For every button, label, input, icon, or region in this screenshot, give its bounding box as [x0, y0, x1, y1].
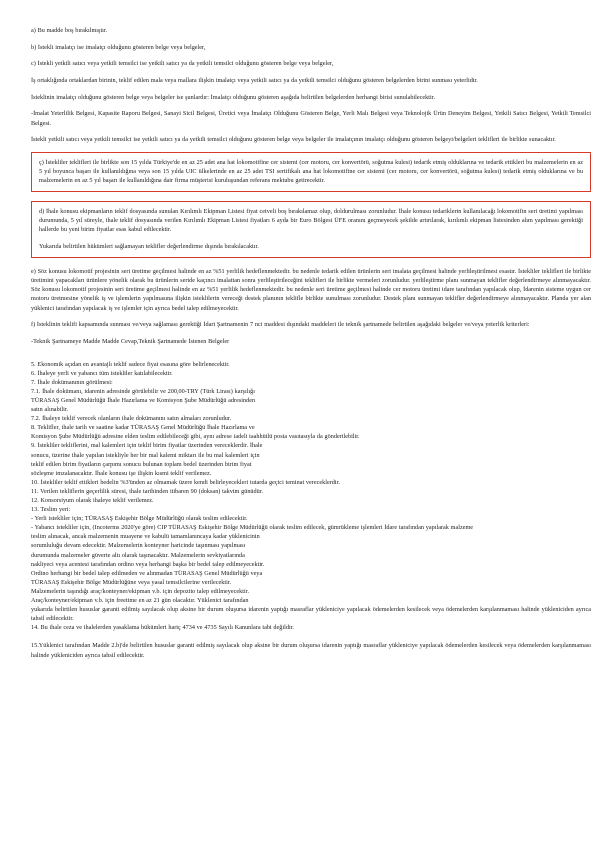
intro-section — [31, 26, 591, 144]
closing-spacer — [31, 632, 591, 641]
condition-item: 9. İstekliler tekliflerini, mal kalemleri için teklif birim fiyatlar üzerinden vereceklerdir. İhale — [31, 442, 263, 450]
condition-item: teklif edilen birim fiyatların çarpımı sonucu bulunan toplam bedel üzerinden birim fiyat — [31, 460, 252, 468]
body-section — [31, 267, 591, 346]
box-divider-spacer — [31, 192, 591, 201]
condition-item: nakliyeci veya acentesi tarafından ordino veya herhangi başka bir bedel talep edilmeyecektir. — [31, 560, 265, 568]
condition-item: teslim alınacak, ancak malzemenin muayene ve kabulü tamamlanıncaya kadar yüklenicinin — [31, 533, 260, 541]
condition-item: Malzemelerin taşındığı araç/konteyner/ekipman v.b. için depozito talep edilmeyecektir. — [31, 587, 249, 595]
clause-a: a) Bu madde boş bırakılmıştır. — [31, 27, 108, 34]
condition-item: TÜRASAŞ Eskişehir Bölge Müdürlüğüne veya yasal temsilcilerine verilecektir. — [31, 578, 232, 586]
condition-item: 7. İhale dokümanının görülmesi: — [31, 378, 113, 386]
condition-item: durumunda malzemeler güverte altı olarak taşınacaktır. Malzemelerin sevkiyatlarında — [31, 551, 245, 559]
condition-item: 5. Ekonomik açıdan en avantajlı teklif sadece fiyat esasına göre belirlenecektir. — [31, 360, 230, 368]
condition-item: satın alınabilir. — [31, 406, 69, 414]
numbered-conditions-list — [31, 360, 591, 633]
condition-item: 13. Teslim yeri: — [31, 506, 71, 514]
condition-item: Araç/konteyner/ekipman v.b. için freetime en az 21 gün olacaktır. Yüklenici tarafından — [31, 597, 249, 605]
authorized-dealer-paragraph: İstekli yetkili satıcı veya yetkili temsilci ise yetkili satıcı ya da yetkili temsilci olduğunu gösteren belge veya belgeler ile imalatçının imalatçı olduğunu gösteren belgeyi/belgeleri teklifleri ile birlikte sunacaktır. — [31, 136, 556, 144]
document-types-list: -İmalat Yeterlilik Belgesi, Kapasite Raporu Belgesi, Sanayi Sicil Belgesi, Üretici veya İmalatçı Olduğunu Gösteren Belge, Yerli Malı Belgesi veya Teknolojik Ürün Deneyim Belgesi, Yetkili Satıcı Belgesi, Yetkili Temsilci Belgesi. — [31, 110, 591, 127]
clause-f: f) İsteklinin teklifi kapsamında sunması ve/veya sağlaması gerektiği İdari Şartnamenin 7 nci maddesi dışındaki maddeleri ile teknik şartnamede belirtilen aşağıdaki belgeler ve/veya yeterlik kriterleri: — [31, 321, 530, 329]
condition-item: sonucu, üzerine ihale yapılan istekliyle her bir mal kalemi miktarı ile bu mal kalemleri için — [31, 451, 260, 459]
condition-item: 11. Verilen tekliflerin geçerlilik süresi, ihale tarihinden itibaren 90 (doksan) takvim günüdür. — [31, 487, 264, 495]
condition-item: 10. İstekliler teklif ettikleri bedelin %3'ünden az olmamak üzere kendi belirleyecekleri tutarda geçici teminat vereceklerdir. — [31, 478, 340, 486]
condition-item: 8. Teklifler, ihale tarih ve saatine kadar TÜRASAŞ Genel Müdürlüğü İhale Hazırlama ve — [31, 424, 255, 432]
condition-item: 14. Bu ihale ceza ve ihalelerden yasaklama hükümleri hariç 4734 ve 4735 Sayılı Kanunlara tabi değildir. — [31, 624, 294, 632]
highlight-box-clause-c-cedilla — [31, 152, 591, 192]
clause-d-text: d) İhale konusu ekipmanların teklif dosyasında sunulan Kırılımlı Ekipman Listesi fiyat cetveli boş bırakılamaz olup, doldurulması zorunludur. İhale konusu tedariklerin kullanılacağı lokomotifin seri üretimi yapılması durumunda, 5 yıl süreyle, ihale teklif dosyasında verilen Kırılımlı Ekipman Listesi fiyatları 6 ayda bir Euro Bölgesi ÜFE oranını geçmeyecek şekilde artırılarak, kırılımlı ekipman listesinden alım yapılması gerektiği hallerde bu yeni birim fiyatlar esas kabul edilecektir. — [39, 208, 583, 234]
condition-item: 12. Konsorsiyum olarak ihaleye teklif verilemez. — [31, 497, 154, 504]
condition-item: - Yerli istekliler için; TÜRASAŞ Eskişehir Bölge Müdürlüğü olarak teslim edilecektir. — [31, 515, 248, 523]
section-spacer — [31, 258, 591, 267]
condition-item: - Yabancı istekliler için, (Incoterms 2020'ye göre) CIP TÜRASAŞ Eskişehir Bölge Müdürlüğü olarak teslim edilecek, gümrükleme işlemleri İdare tarafından yapılarak malzeme — [31, 524, 474, 532]
closing-section — [31, 641, 591, 659]
clause-c: c) İstekli yetkili satıcı veya yetkili temsilci ise yetkili satıcı ya da yetkili temsilci olduğunu gösteren belge veya belgeler, — [31, 60, 334, 68]
condition-item: 6. İhaleye yerli ve yabancı tüm istekliler katılabilecektir. — [31, 369, 173, 377]
joint-venture-paragraph: İş ortaklığında ortaklardan birinin, teklif edilen mala veya mallara ilişkin imalatçı veya yetkili satıcı ya da yetkili temsilci olduğunu gösteren belgelerden birini sunması yeterlidir. — [31, 77, 478, 85]
clause-d-note: Yukarıda belirtilen hükümleri sağlamayan teklifler değerlendirme dışında bırakılacaktır. — [39, 243, 259, 251]
condition-item: yukarıda belirtilen hususlar garanti edilmiş sayılacak olup aksine bir durum oluşursa idarenin yaptığı masraflar yükleniciye yapılacak ödemelerden kesilecek veya ödemelerden karşılanmaması halinde yükleniciden ayrıca tahsil edilecektir. — [31, 606, 591, 623]
condition-item: 7.1. İhale dokümanı, idarenin adresinde görülebilir ve 200,00-TRY (Türk Lirası) karşılığı — [31, 387, 255, 395]
condition-item: Ordino herhangi bir bedel talep edilmeden ve alınmadan TÜRASAŞ Genel Müdürlüğü veya — [31, 569, 263, 577]
highlight-box-clause-d — [31, 201, 591, 258]
clause-e: e) Söz konusu lokomotif projesinin seri üretime geçilmesi halinde en az %51 yerlilik hedeflenmektedir. bu nedenle tedarik edilen ürünlerin seri imalata geçilmesi halinde yerlileştirilmesi esastır. İstekliler teklifleri ile birlikte üretimini yapacakları ürünlere yönelik olarak bu ürünlerin seride kaçıncı imalattan sonra yerlileştirileceğini teklifleri ile birlikte vermeleri zorunludur. yerlileştirme planı sunmayan teklifler değerlendirmeye alınmayacaktır. Söz konusu lokomotif projesinin seri üretime geçilmesi halinde en az %51 yerlilik hedeflenmektedir. bu nedenle seri üretime geçilmesi halinde cer motoru üretimi idare tarafından yapılacak olup, İdarenin sisteme uygun cer motoru üretmesine yönelik iş ve işlemlerin yapılmasına ilişkin isteklilerin vereceği destek planının teklifle birlikte sunulması zorunludur. Destek planı sunmayan teklifler değerlendirmeye alınmayacaktır. Planda yer alan yüklenici tarafından yapılacak iş ve işlemler için ayrıca bedel talep edilmeyecektir. — [31, 268, 591, 312]
clause-15: 15.Yüklenici tarafından Madde 2.b)'de belirtilen hususlar garanti edilmiş sayılacak olup aksine bir durum oluşursa idarenin yaptığı masraflar yükleniciye yapılacak ödemelerden kesilecek veya ödemelerden karşılanmaması halinde yükleniciden ayrıca tahsil edilecektir. — [31, 642, 591, 659]
clause-c-cedilla-text: ç) İstekliler teklifleri ile birlikte son 15 yılda Türkiye'de en az 25 adet ana hat lokomotifine cer sistemi (cer motoru, cer konvertörü, soğutma kulesi) tedarik etmiş olduklarına ve tedarik ettikleri bu malzemelerin en az 5 yıl boyunca başarı ile kullanıldığına veya son 15 yılda UIC ülkelerinde en az 25 adet TSI sertifikalı ana hat lokomotifine cer sistemi (cer motoru, cer konvertörü, soğutma kulesi) tedarik etmiş olduklarına ve bu malzemelerin en az 5 yıl başarı ile kullanıldığına dair firma müşterisi kuruluşundan referans mektubu getirecektir. — [39, 158, 583, 185]
manufacturer-documents-paragraph: İsteklinin imalatçı olduğunu gösteren belge veya belgeler ise şunlardır: İmalatçı olduğunu gösteren aşağıda belirtilen belgelerden herhangi birisi sunulabilecektir. — [31, 93, 436, 101]
condition-item: TÜRASAŞ Genel Müdürlüğü İhale Hazırlama ve Komisyon Şube Müdürlüğü adresinden — [31, 396, 256, 404]
clause-b: b) İstekli imalatçı ise imalatçı olduğunu gösteren belge veya belgeler, — [31, 43, 206, 51]
condition-item: 7.2. İhaleye teklif verecek olanların ihale dokümanını satın almaları zorunludur. — [31, 415, 232, 423]
technical-spec-documents: -Teknik Şartnameye Madde Madde Cevap,Teknik Şartnamede İstenen Belgeler — [31, 337, 230, 345]
condition-item: Komisyon Şube Müdürlüğü adresine elden teslim edilebileceği gibi, aynı adrese iadeli taahhütlü posta vasıtasıyla da gönderilebilir. — [31, 433, 360, 441]
condition-item: sözleşme imzalanacaktır. İhale konusu işe ilişkin kısmi teklif verilemez. — [31, 469, 212, 477]
condition-item: sorumluluğu devam edecektir. Malzemelerin konteyner haricinde taşınması yapılması — [31, 542, 246, 550]
